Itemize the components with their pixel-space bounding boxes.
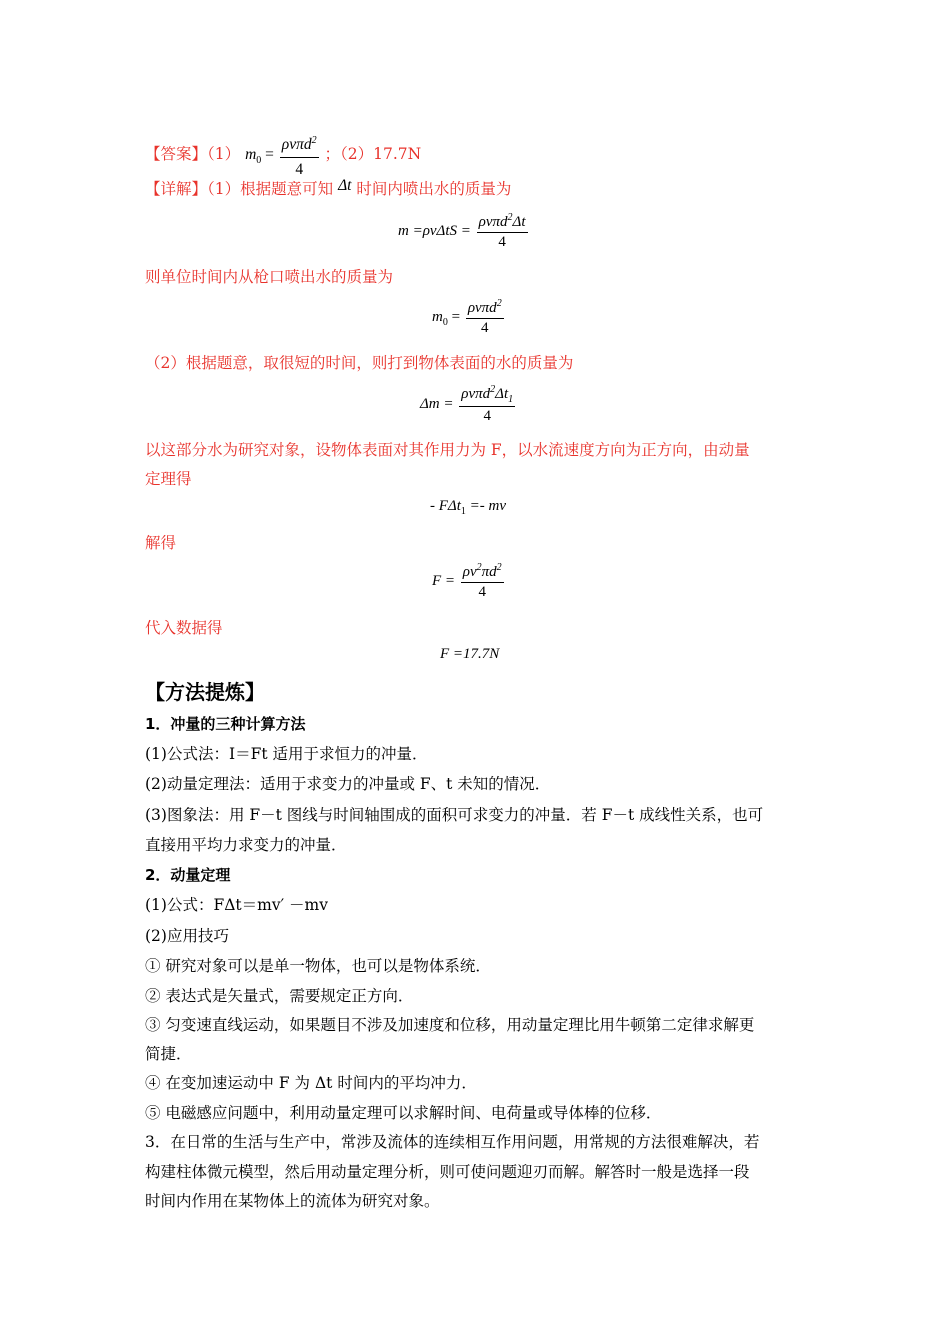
section3-line1: 3．在日常的生活与生产中，常涉及流体的连续相互作用问题，用常规的方法很难解决，若	[145, 1133, 760, 1151]
answer-fraction	[280, 130, 319, 181]
eq5-den: 4	[478, 584, 486, 600]
section1-line3a: (3)图象法：用 F－t 图线与时间轴围成的面积可求变力的冲量．若 F－t 成线性关系，也可	[145, 806, 764, 824]
detail-intro-b: 时间内喷出水的质量为	[356, 180, 512, 198]
equation-result	[440, 646, 499, 663]
eq3-fraction	[459, 384, 515, 425]
eq2-fraction	[466, 298, 504, 337]
eq2-sup: 2	[496, 298, 502, 309]
answer-equals: =	[265, 146, 274, 164]
eq4-sub: 1	[460, 506, 466, 517]
answer-frac-sup: 2	[311, 135, 317, 146]
eq2-num: ρvπd	[467, 300, 497, 316]
detail-text3: （2）根据题意，取很短的时间，则打到物体表面的水的质量为	[145, 354, 574, 372]
section2-item5: ⑤ 电磁感应问题中，利用动量定理可以求解时间、电荷量或导体棒的位移．	[145, 1104, 662, 1122]
answer-frac-den: 4	[295, 161, 304, 179]
eq3-num: ρvπd	[461, 386, 491, 402]
eq5-fraction	[461, 562, 504, 601]
answer-separator: ；	[324, 145, 341, 164]
section2-item1: ① 研究对象可以是单一物体，也可以是物体系统．	[145, 957, 491, 975]
section1-line2: (2)动量定理法：适用于求变力的冲量或 F、t 未知的情况．	[145, 775, 551, 793]
answer-part2: （2）17.7N	[340, 145, 422, 164]
method-heading: 【方法提炼】	[145, 680, 265, 704]
eq5-sup1: 2	[476, 562, 482, 573]
eq3-tail: Δt	[495, 386, 509, 402]
answer-m0-sub: 0	[256, 155, 262, 167]
equation-impulse	[430, 498, 506, 517]
eq5-lhs: F =	[432, 572, 456, 589]
eq2-lhs: m	[432, 308, 443, 325]
equation-mass	[398, 212, 530, 251]
section1-line1: (1)公式法：I＝Ft 适用于求恒力的冲量．	[145, 745, 428, 763]
section2-item4: ④ 在变加速运动中 F 为 Δt 时间内的平均冲力．	[145, 1074, 477, 1092]
detail-delta-t: Δt	[338, 177, 352, 194]
equation-delta-m	[420, 384, 517, 425]
eq2-sub: 0	[442, 316, 448, 328]
section2-item3b: 简捷．	[145, 1045, 192, 1063]
detail-text4b: 定理得	[145, 470, 192, 488]
section3-line3: 时间内作用在某物体上的流体为研究对象。	[145, 1192, 440, 1210]
eq1-fraction	[477, 212, 528, 251]
answer-tag: 【答案】	[145, 145, 208, 164]
answer-line	[145, 130, 421, 181]
eq2-equals: =	[451, 308, 461, 325]
detail-text5: 解得	[145, 534, 177, 552]
detail-text6: 代入数据得	[145, 619, 223, 637]
section2-skills: (2)应用技巧	[145, 927, 229, 945]
detail-intro-a: （1）根据题意可知	[207, 180, 334, 198]
equation-m0	[432, 298, 506, 337]
eq4-b: =- mv	[465, 498, 506, 514]
eq5-num-a: ρv	[462, 564, 477, 580]
section1-line3b: 直接用平均力求变力的冲量．	[145, 836, 347, 854]
eq5-sup2: 2	[496, 562, 502, 573]
eq1-lhs: m =ρvΔtS =	[398, 222, 471, 239]
eq2-den: 4	[481, 320, 489, 336]
detail-tag: 【详解】	[145, 180, 208, 198]
equation-force	[432, 562, 506, 601]
answer-m0-symbol: m	[245, 146, 257, 164]
answer-frac-num: ρvπd	[281, 136, 312, 154]
eq3-lhs: Δm =	[420, 395, 454, 412]
eq1-den: 4	[498, 234, 506, 250]
eq1-sup: 2	[507, 212, 513, 223]
eq3-tail-sub: 1	[508, 394, 514, 405]
detail-text4a: 以这部分水为研究对象，设物体表面对其作用力为 F，以水流速度方向为正方向，由动量	[145, 441, 750, 459]
eq5-num-b: πd	[481, 564, 497, 580]
section1-title: 1．冲量的三种计算方法	[145, 715, 306, 733]
eq3-sup: 2	[490, 384, 496, 395]
eq6: F =17.7N	[440, 646, 500, 662]
eq4-a: - FΔt	[430, 498, 461, 514]
detail-text2: 则单位时间内从枪口喷出水的质量为	[145, 268, 394, 286]
section2-formula: (1)公式：FΔt＝mv′ －mv	[145, 896, 328, 914]
section2-title: 2．动量定理	[145, 866, 231, 884]
detail-intro	[145, 178, 511, 201]
section2-item3a: ③ 匀变速直线运动，如果题目不涉及加速度和位移，用动量定理比用牛顿第二定律求解更	[145, 1016, 755, 1034]
eq1-num: ρvπd	[478, 214, 508, 230]
eq1-tail: Δt	[512, 214, 526, 230]
answer-part1-label: （1）	[207, 145, 241, 164]
eq3-den: 4	[483, 408, 491, 424]
section3-line2: 构建柱体微元模型，然后用动量定理分析，则可使问题迎刃而解。解答时一般是选择一段	[145, 1163, 750, 1181]
section2-item2: ② 表达式是矢量式，需要规定正方向．	[145, 987, 414, 1005]
